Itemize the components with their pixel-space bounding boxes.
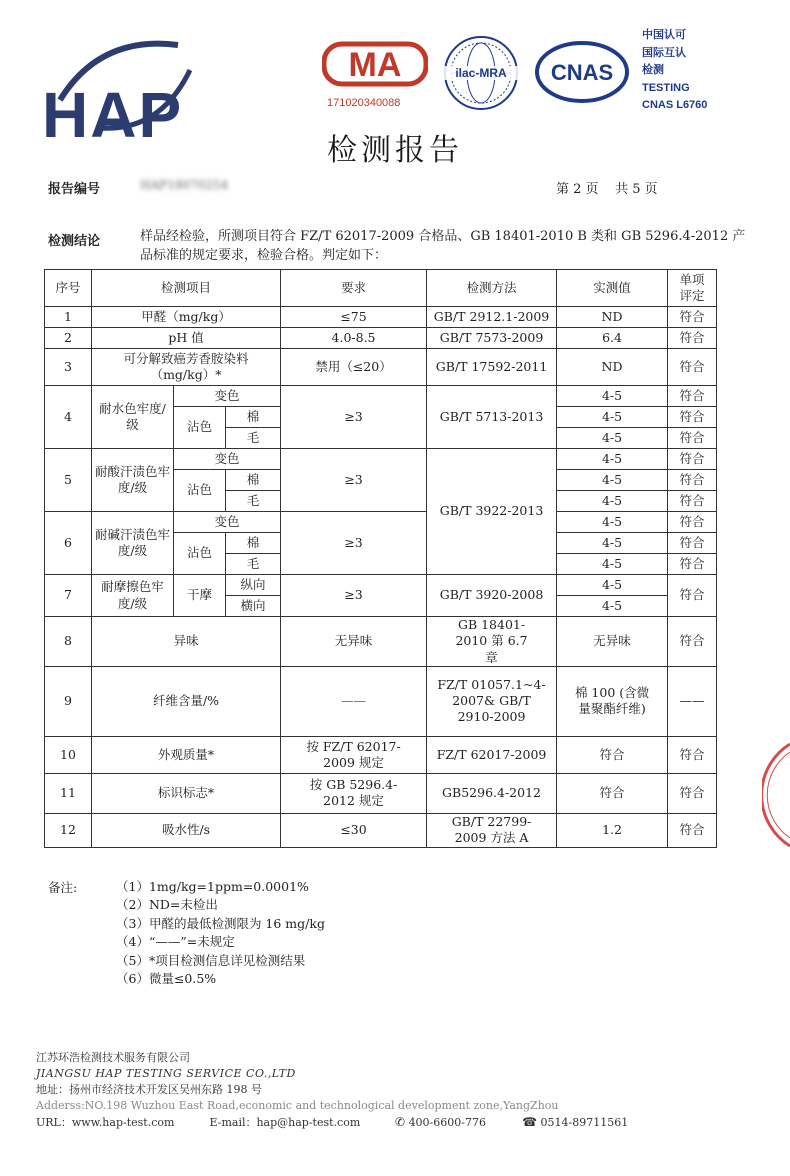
cell-item: 纤维含量/% bbox=[92, 666, 281, 736]
cell-subitem: 变色 bbox=[174, 449, 281, 470]
cell-subitem: 毛 bbox=[226, 491, 281, 512]
cell-item: 标识标志* bbox=[92, 773, 281, 813]
cell-method: GB/T 2912.1-2009 bbox=[427, 307, 557, 328]
cell-seq: 2 bbox=[45, 328, 92, 349]
cell-item: 吸水性/s bbox=[92, 813, 281, 847]
table-row bbox=[45, 575, 717, 596]
cell-seq: 7 bbox=[45, 575, 92, 617]
cell-verdict: 符合 bbox=[668, 575, 717, 617]
cell-requirement: ≥3 bbox=[281, 449, 427, 512]
cell-method: GB 18401-2010 第 6.7 章 bbox=[427, 617, 557, 667]
note-item: （2）ND=未检出 bbox=[116, 897, 218, 913]
cell-item: 耐水色牢度/级 bbox=[92, 386, 174, 449]
cell-item: 甲醛（mg/kg） bbox=[92, 307, 281, 328]
cnas-logo bbox=[534, 40, 630, 104]
cell-measured: ND bbox=[557, 307, 668, 328]
address-en: Adderss:NO.198 Wuzhou East Road,economic and technological development zone,YangZhou bbox=[36, 1099, 559, 1112]
header-verdict bbox=[668, 270, 717, 307]
report-number-label: 报告编号 bbox=[48, 182, 101, 197]
cell-item: 异味 bbox=[92, 617, 281, 667]
cell-seq: 3 bbox=[45, 349, 92, 386]
header-verdict-line: 单项 bbox=[679, 271, 705, 287]
cell-seq: 6 bbox=[45, 512, 92, 575]
header-seq: 序号 bbox=[45, 270, 92, 307]
table-row bbox=[45, 617, 717, 667]
conclusion-label: 检测结论 bbox=[48, 234, 101, 249]
cell-requirement: ≥3 bbox=[281, 575, 427, 617]
cell-measured: 4-5 bbox=[557, 533, 668, 554]
cell-requirement: 按 GB 5296.4-2012 规定 bbox=[281, 773, 427, 813]
cell-method: GB/T 22799-2009 方法 A bbox=[427, 813, 557, 847]
report-title: 检测报告 bbox=[327, 133, 463, 168]
cell-item: 外观质量* bbox=[92, 736, 281, 773]
website-link[interactable]: URL：www.hap-test.com bbox=[36, 1116, 175, 1129]
cell-measured: ND bbox=[557, 349, 668, 386]
table-row bbox=[45, 328, 717, 349]
cell-method: FZ/T 01057.1~4-2007& GB/T 2910-2009 bbox=[427, 666, 557, 736]
cell-measured: 符合 bbox=[557, 773, 668, 813]
cell-seq: 4 bbox=[45, 386, 92, 449]
note-item: （5）*项目检测信息详见检测结果 bbox=[116, 952, 306, 968]
cell-item: 耐酸汗渍色牢度/级 bbox=[92, 449, 174, 512]
cell-measured: 4-5 bbox=[557, 470, 668, 491]
cell-item: pH 值 bbox=[92, 328, 281, 349]
cell-subitem: 变色 bbox=[174, 386, 281, 407]
table-row bbox=[45, 512, 717, 533]
cell-requirement: 无异味 bbox=[281, 617, 427, 667]
notes-list bbox=[116, 878, 325, 988]
cell-subitem: 棉 bbox=[226, 533, 281, 554]
address-cn: 地址：扬州市经济技术开发区吴州东路 198 号 bbox=[36, 1083, 262, 1096]
cma-logo bbox=[322, 40, 428, 88]
cell-subitem: 沾色 bbox=[174, 470, 226, 512]
cell-seq: 12 bbox=[45, 813, 92, 847]
cell-verdict: 符合 bbox=[668, 617, 717, 667]
cell-measured: 4-5 bbox=[557, 596, 668, 617]
phone-number: 400-6600-776 bbox=[408, 1116, 486, 1129]
cell-seq: 10 bbox=[45, 736, 92, 773]
cell-verdict: 符合 bbox=[668, 813, 717, 847]
results-table bbox=[44, 269, 717, 848]
header-method: 检测方法 bbox=[427, 270, 557, 307]
cell-measured: 棉 100 (含微量聚酯纤维) bbox=[557, 666, 668, 736]
cell-seq: 1 bbox=[45, 307, 92, 328]
red-seal-stamp bbox=[762, 740, 790, 850]
cell-verdict: 符合 bbox=[668, 773, 717, 813]
cell-method: GB/T 5713-2013 bbox=[427, 386, 557, 449]
cell-subitem: 纵向 bbox=[226, 575, 281, 596]
cell-verdict: 符合 bbox=[668, 736, 717, 773]
fax-icon: ☎ bbox=[522, 1115, 538, 1129]
ilac-mra-text: ilac-MRA bbox=[442, 66, 520, 80]
cell-requirement: 4.0-8.5 bbox=[281, 328, 427, 349]
cell-verdict: 符合 bbox=[668, 533, 717, 554]
cell-measured: 无异味 bbox=[557, 617, 668, 667]
cell-measured: 4-5 bbox=[557, 407, 668, 428]
header-requirement: 要求 bbox=[281, 270, 427, 307]
cell-subitem: 沾色 bbox=[174, 533, 226, 575]
phone-icon: ✆ bbox=[395, 1115, 406, 1129]
cell-verdict: 符合 bbox=[668, 470, 717, 491]
cell-requirement: 按 FZ/T 62017-2009 规定 bbox=[281, 736, 427, 773]
note-item: （4）“——”=未规定 bbox=[116, 934, 235, 950]
cell-measured: 6.4 bbox=[557, 328, 668, 349]
conclusion-text: 样品经检验，所测项目符合 FZ/T 62017-2009 合格品、GB 18401-2010 B 类和 GB 5296.4-2012 产品标准的规定要求，检验合格。判定如下： bbox=[140, 229, 746, 263]
accreditation-line: CNAS L6760 bbox=[642, 99, 708, 111]
cell-requirement: ≥3 bbox=[281, 386, 427, 449]
cell-item: 耐碱汗渍色牢度/级 bbox=[92, 512, 174, 575]
contact-line bbox=[36, 1114, 628, 1131]
cell-subitem: 干摩 bbox=[174, 575, 226, 617]
cell-verdict: 符合 bbox=[668, 407, 717, 428]
cell-item: 耐摩擦色牢度/级 bbox=[92, 575, 174, 617]
cell-method: GB/T 3922-2013 bbox=[427, 449, 557, 575]
cell-requirement: 禁用（≤20） bbox=[281, 349, 427, 386]
header-item: 检测项目 bbox=[92, 270, 281, 307]
company-name-cn: 江苏环浩检测技术服务有限公司 bbox=[36, 1051, 190, 1064]
cell-measured: 4-5 bbox=[557, 491, 668, 512]
accreditation-line: 中国认可 bbox=[642, 29, 686, 41]
page-info: 第 2 页 共 5 页 bbox=[556, 182, 658, 197]
svg-text:MA: MA bbox=[348, 46, 402, 84]
cell-method: FZ/T 62017-2009 bbox=[427, 736, 557, 773]
table-row bbox=[45, 449, 717, 470]
cell-subitem: 毛 bbox=[226, 428, 281, 449]
cell-subitem: 毛 bbox=[226, 554, 281, 575]
cell-verdict: 符合 bbox=[668, 386, 717, 407]
cell-measured: 符合 bbox=[557, 736, 668, 773]
note-item: （1）1mg/kg=1ppm=0.0001% bbox=[116, 879, 309, 894]
cell-measured: 4-5 bbox=[557, 512, 668, 533]
table-row bbox=[45, 666, 717, 736]
cell-verdict: 符合 bbox=[668, 307, 717, 328]
cell-verdict: 符合 bbox=[668, 449, 717, 470]
note-item: （6）微量≤0.5% bbox=[116, 971, 217, 987]
cell-measured: 1.2 bbox=[557, 813, 668, 847]
cell-method: GB/T 17592-2011 bbox=[427, 349, 557, 386]
cell-seq: 11 bbox=[45, 773, 92, 813]
cell-verdict: 符合 bbox=[668, 349, 717, 386]
header-measured: 实测值 bbox=[557, 270, 668, 307]
header-verdict-line: 评定 bbox=[679, 288, 705, 303]
cell-requirement: ≤75 bbox=[281, 307, 427, 328]
cell-subitem: 变色 bbox=[174, 512, 281, 533]
note-item: （3）甲醛的最低检测限为 16 mg/kg bbox=[116, 915, 325, 931]
cell-verdict: 符合 bbox=[668, 428, 717, 449]
ilac-mra-logo bbox=[442, 34, 520, 112]
cell-verdict: —— bbox=[668, 666, 717, 736]
accreditation-text bbox=[642, 27, 707, 115]
cell-measured: 4-5 bbox=[557, 554, 668, 575]
footer bbox=[36, 1050, 628, 1131]
cell-method: GB/T 3920-2008 bbox=[427, 575, 557, 617]
email-link[interactable]: E-mail：hap@hap-test.com bbox=[209, 1116, 361, 1129]
notes-label: 备注: bbox=[48, 880, 78, 895]
cell-item: 可分解致癌芳香胺染料（mg/kg）* bbox=[92, 349, 281, 386]
cell-subitem: 棉 bbox=[226, 470, 281, 491]
company-name-en: JIANGSU HAP TESTING SERVICE CO.,LTD bbox=[36, 1067, 296, 1080]
table-row bbox=[45, 307, 717, 328]
cnas-text: CNAS bbox=[550, 60, 614, 85]
cell-verdict: 符合 bbox=[668, 512, 717, 533]
accreditation-line: TESTING bbox=[642, 81, 690, 94]
cell-seq: 5 bbox=[45, 449, 92, 512]
cell-method: GB/T 7573-2009 bbox=[427, 328, 557, 349]
table-row bbox=[45, 386, 717, 407]
cell-measured: 4-5 bbox=[557, 575, 668, 596]
accreditation-line: 国际互认 bbox=[642, 46, 686, 59]
cell-measured: 4-5 bbox=[557, 449, 668, 470]
cell-seq: 9 bbox=[45, 666, 92, 736]
cell-requirement: ≥3 bbox=[281, 512, 427, 575]
cell-verdict: 符合 bbox=[668, 328, 717, 349]
table-row bbox=[45, 349, 717, 386]
hap-logo-text: HAP bbox=[42, 79, 184, 151]
cell-requirement: —— bbox=[281, 666, 427, 736]
table-header-row bbox=[45, 270, 717, 307]
fax-number: 0514-89711561 bbox=[540, 1116, 629, 1129]
cell-method: GB5296.4-2012 bbox=[427, 773, 557, 813]
cell-verdict: 符合 bbox=[668, 554, 717, 575]
cell-subitem: 棉 bbox=[226, 407, 281, 428]
table-row bbox=[45, 773, 717, 813]
accreditation-line: 检测 bbox=[642, 64, 664, 76]
cell-measured: 4-5 bbox=[557, 386, 668, 407]
report-number-value: HAP18070254 bbox=[140, 178, 229, 192]
hap-logo bbox=[40, 30, 200, 151]
cell-subitem: 沾色 bbox=[174, 407, 226, 449]
cma-number: 171020340088 bbox=[327, 97, 401, 109]
table-row bbox=[45, 736, 717, 773]
cell-seq: 8 bbox=[45, 617, 92, 667]
cell-measured: 4-5 bbox=[557, 428, 668, 449]
cell-requirement: ≤30 bbox=[281, 813, 427, 847]
table-row bbox=[45, 813, 717, 847]
cell-verdict: 符合 bbox=[668, 491, 717, 512]
cell-subitem: 横向 bbox=[226, 596, 281, 617]
